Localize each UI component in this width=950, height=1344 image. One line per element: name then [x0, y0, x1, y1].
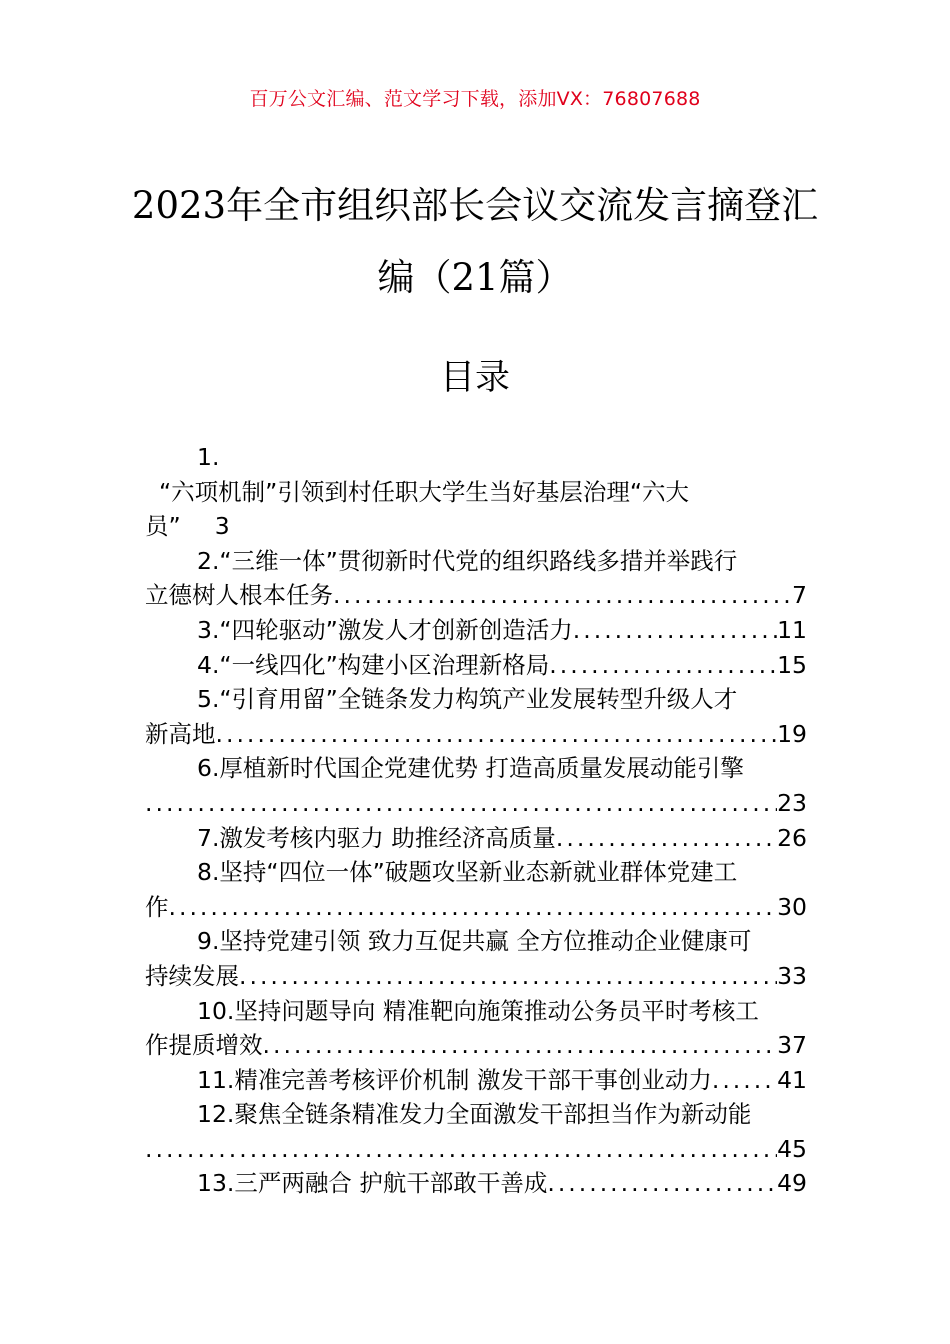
toc-entry-8-text: 8.坚持“四位一体”破题攻坚新业态新就业群体党建工: [197, 858, 738, 887]
toc-entry-3-page: 11: [777, 615, 807, 644]
toc-entry-1-cont: [145, 509, 807, 544]
leader-dots: [712, 1063, 777, 1098]
leader-dots: [547, 1166, 777, 1201]
leader-dots: [556, 821, 777, 856]
toc-entry-10-page: 37: [777, 1031, 807, 1060]
table-of-contents: [145, 440, 807, 1201]
toc-entry-11-text: 11.精准完善考核评价机制 激发干部干事创业动力: [197, 1065, 712, 1094]
toc-entry-10-text-cont: 作提质增效: [145, 1031, 263, 1060]
toc-entry-4[interactable]: [145, 648, 807, 683]
toc-entry-11[interactable]: [145, 1063, 807, 1098]
toc-entry-7[interactable]: [145, 821, 807, 856]
toc-entry-13-page: 49: [777, 1169, 807, 1198]
toc-entry-12[interactable]: [145, 1097, 807, 1166]
toc-entry-9-text: 9.坚持党建引领 致力互促共赢 全方位推动企业健康可: [197, 927, 752, 956]
toc-entry-1-cont-text: 员”: [145, 512, 181, 541]
toc-entry-13[interactable]: [145, 1166, 807, 1201]
toc-entry-10[interactable]: [145, 994, 807, 1063]
toc-entry-8-text-cont: 作: [145, 892, 169, 921]
toc-entry-4-text: 4.“一线四化”构建小区治理新格局: [197, 650, 550, 679]
toc-entry-5[interactable]: [145, 682, 807, 751]
toc-entry-8-page: 30: [777, 892, 807, 921]
toc-entry-2-text-cont: 立德树人根本任务: [145, 581, 333, 610]
header-note: 百万公文汇编、范文学习下载，添加VX：76807688: [249, 88, 701, 110]
toc-entry-5-page: 19: [777, 719, 807, 748]
toc-entry-3[interactable]: [145, 613, 807, 648]
toc-entry-13-text: 13.三严两融合 护航干部敢干善成: [197, 1169, 548, 1198]
toc-entry-8[interactable]: [145, 855, 807, 924]
toc-entry-1-number: 1.: [197, 443, 220, 471]
leader-dots: [333, 578, 792, 613]
leader-dots: [145, 1132, 777, 1167]
toc-entry-2-text: 2.“三维一体”贯彻新时代党的组织路线多措并举践行: [197, 546, 738, 575]
toc-entry-9-page: 33: [777, 961, 807, 990]
title-line-2: 编（21篇）: [377, 256, 573, 299]
leader-dots: [263, 1028, 778, 1063]
leader-dots: [145, 786, 777, 821]
toc-entry-5-text-cont: 新高地: [145, 719, 216, 748]
toc-entry-2-page: 7: [792, 581, 807, 610]
leader-dots: [239, 959, 777, 994]
toc-entry-1[interactable]: [145, 440, 807, 544]
toc-entry-1-text: “六项机制”引领到村任职大学生当好基层治理“六大: [159, 477, 690, 506]
toc-entry-5-text: 5.“引育用留”全链条发力构筑产业发展转型升级人才: [197, 685, 738, 714]
toc-entry-11-page: 41: [777, 1065, 807, 1094]
toc-entry-4-page: 15: [777, 650, 807, 679]
toc-entry-3-text: 3.“四轮驱动”激发人才创新创造活力: [197, 615, 573, 644]
toc-entry-6[interactable]: [145, 751, 807, 820]
toc-entry-1-page: 3: [214, 512, 230, 541]
toc-heading: 目录: [439, 358, 510, 398]
leader-dots: [169, 890, 778, 925]
toc-entry-7-page: 26: [777, 823, 807, 852]
toc-entry-6-page: 23: [777, 788, 807, 817]
toc-entry-7-text: 7.激发考核内驱力 助推经济高质量: [197, 823, 556, 852]
toc-entry-6-text: 6.厚植新时代国企党建优势 打造高质量发展动能引擎: [197, 754, 744, 783]
leader-dots: [573, 613, 777, 648]
toc-entry-12-text: 12.聚焦全链条精准发力全面激发干部担当作为新动能: [197, 1100, 752, 1129]
toc-entry-10-text: 10.坚持问题导向 精准靶向施策推动公务员平时考核工: [197, 996, 759, 1025]
toc-entry-2[interactable]: [145, 544, 807, 613]
title-line-1: 2023年全市组织部长会议交流发言摘登汇: [131, 184, 819, 227]
toc-entry-9[interactable]: [145, 924, 807, 993]
leader-dots: [549, 648, 777, 683]
document-title: [120, 170, 830, 314]
toc-entry-12-page: 45: [777, 1134, 807, 1163]
leader-dots: [216, 717, 778, 752]
toc-entry-9-text-cont: 持续发展: [145, 961, 239, 990]
